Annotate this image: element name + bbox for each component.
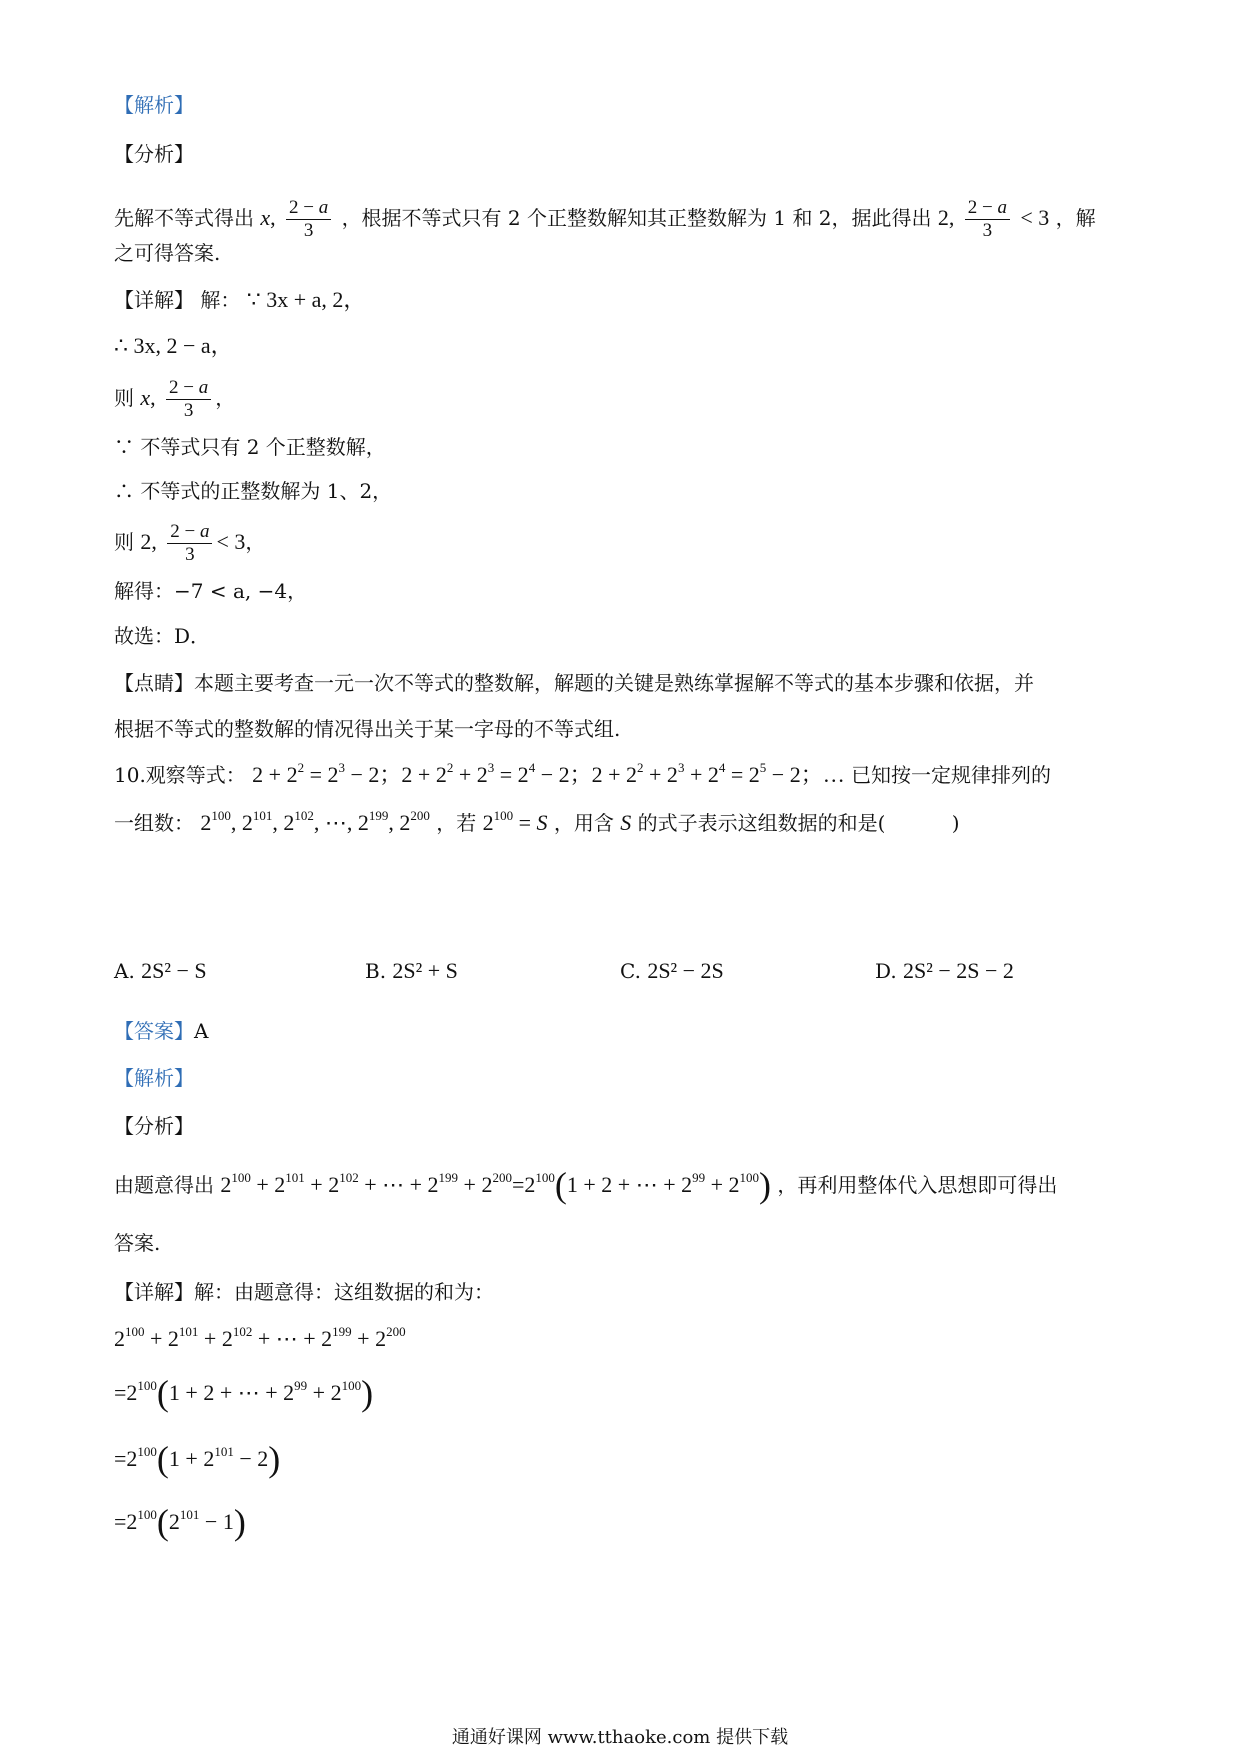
section-label-jiexi-2: 【解析】 (114, 1066, 194, 1090)
fraction-2-minus-a-over-3: $\frac{2 - a}{3}$ (286, 197, 331, 242)
q9-step-8: 故选：D． (114, 624, 211, 648)
fraction-2-minus-a-over-3: $\frac{2 - a}{3}$ (965, 197, 1010, 242)
q10-answer-line (114, 1018, 208, 1044)
q9-step-5: ∴ 不等式的正整数解为 1、2， (114, 479, 393, 503)
q9-step-7: 解得：−7 < a, −4， (114, 579, 308, 603)
section-label-dianjing: 【点睛】 (114, 671, 194, 695)
q9-analysis-text-b: ，根据不等式只有 2 个正整数解知其正整数解为 1 和 2，据此得出 (341, 206, 932, 230)
q9-detail-intro: 解： (200, 288, 241, 312)
section-label-fenxi-2: 【分析】 (114, 1114, 194, 1138)
q10-calc-line-2: $=2^{100}(1 + 2$ + ⋯ + $2^{99} + 2^{100}$) (114, 1373, 374, 1413)
math-expr: $2^{100} + 2^{101} + 2^{102}$ + ⋯ + $2^{199} + 2^{200}=2^{100}(1 + 2$ + ⋯ + $2^{99} + 2^{100}$) (220, 1165, 772, 1205)
option-b: B. 2S² + S (365, 958, 458, 983)
math-expr: $2^{100}$, $2^{101}$, $2^{102}$, ⋯, $2^{199}$, $2^{200}$ (200, 808, 430, 835)
q9-analysis-text-a: 先解不等式得出 (114, 206, 254, 230)
q10-stem-line-1: 10.观察等式： $2 + 2^2 = 2^3 - 2$；$2 + 2^2 + 2^3 = 2^4 - 2$；$2 + 2^2 + 2^3 + 2^4 = 2^5 - 2$；… 已知按一定规律排列的 (114, 760, 1052, 787)
q9-analysis-line-1: 先解不等式得出 x, $\frac{2 - a}{3}$ ，根据不等式只有 2 个正整数解知其正整数解为 1 和 2，据此得出 2, $\frac{2 - a}{3}$ < 3 ，解 (114, 197, 1096, 241)
fraction-2-minus-a-over-3: $\frac{2 - a}{3}$ (167, 521, 212, 566)
q10-calc-line-1: $2^{100} + 2^{101} + 2^{102}$ + ⋯ + $2^{199} + 2^{200}$ (114, 1324, 406, 1351)
q9-point-line-1: 【点睛】本题主要考查一元一次不等式的整数解，解题的关键是熟练掌握解不等式的基本步骤和依据，并 (114, 671, 1034, 695)
q9-point-line-2: 根据不等式的整数解的情况得出关于某一字母的不等式组. (114, 717, 621, 741)
page-footer: 通通好课网 www.tthaoke.com 提供下载 (451, 1727, 789, 1748)
q10-answer: A (194, 1019, 209, 1043)
section-label-fenxi: 【分析】 (114, 142, 194, 166)
fraction-2-minus-a-over-3: $\frac{2 - a}{3}$ (166, 377, 211, 422)
math-expr: x (260, 205, 271, 230)
q10-analysis-line-1: 由题意得出 $2^{100} + 2^{101} + 2^{102}$ + ⋯ + $2^{199} + 2^{200}=2^{100}(1 + 2$ + ⋯ + $2^{99} + 2^{100}$) ，再利用整体代入思想即可得出 (114, 1165, 1058, 1205)
q10-stem-line-2: 一组数： $2^{100}$, $2^{101}$, $2^{102}$, ⋯, $2^{199}$, $2^{200}$ ，若 $2^{100} = S$ ，用含 S 的式子表示这组数据的和是( ) (114, 808, 960, 835)
q10-analysis-line-2: 答案. (114, 1231, 161, 1255)
option-c: C. 2S² − 2S (620, 958, 724, 983)
q9-step-4: ∵ 不等式只有 2 个正整数解， (114, 435, 386, 459)
q9-step-6: 则 2, $\frac{2 - a}{3}$ < 3， (114, 521, 266, 565)
section-label-daan: 【答案】 (114, 1019, 194, 1043)
q9-analysis-text-c: ，解 (1055, 206, 1096, 230)
q9-analysis-line-2: 之可得答案. (114, 241, 221, 265)
q9-detail-line-1 (114, 287, 365, 313)
section-label-jiexi: 【解析】 (114, 93, 194, 117)
q10-calc-line-3: $=2^{100}(1 + 2^{101} - 2)$ (114, 1439, 281, 1479)
q10-calc-line-4: $=2^{100}(2^{101} - 1)$ (114, 1502, 246, 1542)
q9-step-2: ∴ 3x, 2 − a， (114, 333, 233, 358)
option-d: D. 2S² − 2S − 2 (875, 958, 1014, 983)
option-a: A. 2S² − S (114, 958, 207, 983)
q9-step-3: 则 x, $\frac{2 - a}{3}$ ， (114, 377, 236, 421)
math-expr: $2 + 2^2 = 2^3 - 2$；$2 + 2^2 + 2^3 = 2^4 - 2$；$2 + 2^2 + 2^3 + 2^4 = 2^5 - 2$；… (252, 760, 845, 787)
q10-detail-line: 【详解】解：由题意得：这组数据的和为： (114, 1280, 494, 1304)
section-label-xiangjie: 【详解】 (114, 288, 194, 312)
q9-step-1: ∵ 3x + a, 2， (246, 287, 366, 312)
